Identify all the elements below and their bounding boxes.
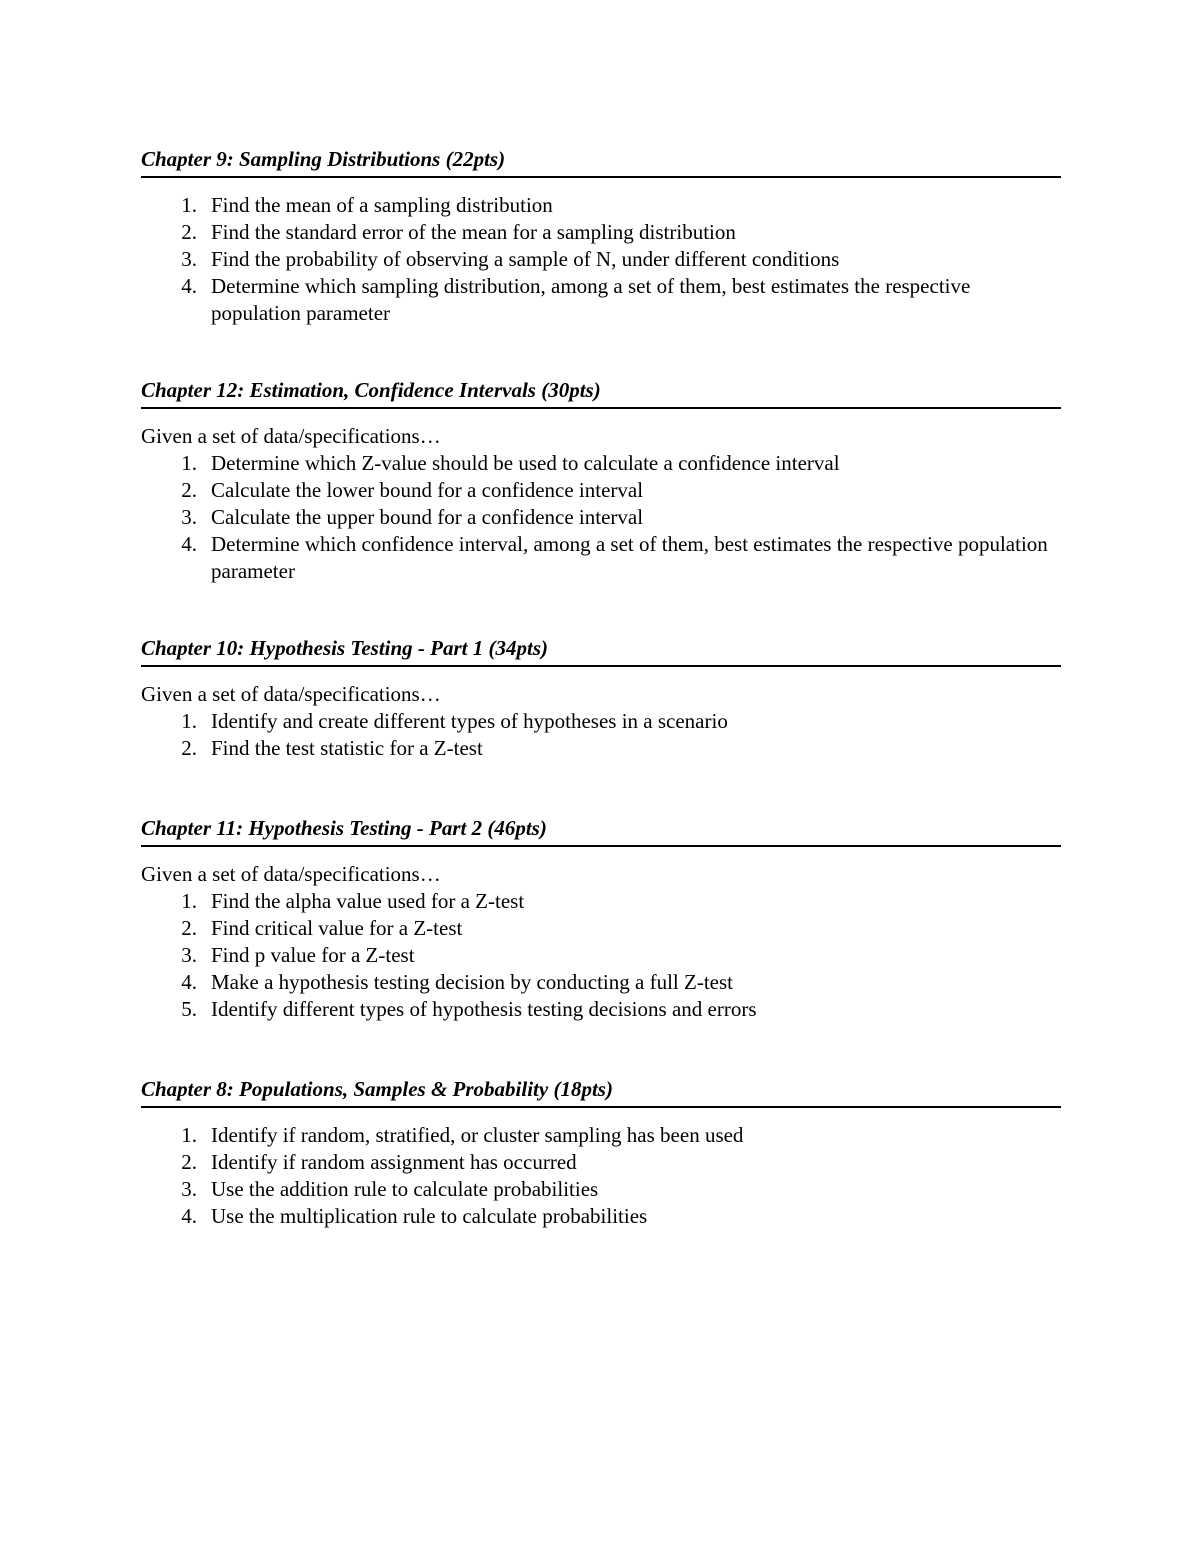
item-number: 3. <box>181 505 197 529</box>
list-item <box>141 531 1061 585</box>
item-text: Identify if random assignment has occurred <box>211 1150 577 1174</box>
item-text: Calculate the upper bound for a confidence interval <box>211 505 644 529</box>
item-number: 2. <box>181 1150 197 1174</box>
list-item <box>141 1203 1061 1230</box>
objective-list <box>141 1122 1061 1230</box>
item-text: Determine which sampling distribution, among a set of them, best estimates the respective population parameter <box>211 274 971 325</box>
item-number: 1. <box>181 193 197 217</box>
list-item <box>141 192 1061 219</box>
item-text: Determine which confidence interval, among a set of them, best estimates the respective population parameter <box>211 532 1048 583</box>
item-text: Find the mean of a sampling distribution <box>211 193 553 217</box>
item-text: Identify different types of hypothesis testing decisions and errors <box>211 997 757 1021</box>
item-number: 4. <box>181 970 197 994</box>
list-item <box>141 888 1061 915</box>
section-heading: Chapter 11: Hypothesis Testing - Part 2 (46pts) <box>141 814 1061 847</box>
item-text: Find critical value for a Z-test <box>211 916 463 940</box>
list-item <box>141 996 1061 1023</box>
list-item <box>141 942 1061 969</box>
list-item <box>141 477 1061 504</box>
item-number: 1. <box>181 889 197 913</box>
section-chapter-12 <box>141 376 1061 585</box>
section-intro: Given a set of data/specifications… <box>141 682 441 706</box>
item-number: 2. <box>181 478 197 502</box>
item-number: 1. <box>181 451 197 475</box>
section-chapter-11 <box>141 814 1061 1023</box>
list-item <box>141 273 1061 327</box>
item-number: 1. <box>181 1123 197 1147</box>
item-number: 4. <box>181 532 197 556</box>
list-item <box>141 969 1061 996</box>
document-page <box>141 145 1061 1230</box>
list-item <box>141 915 1061 942</box>
item-text: Identify and create different types of hypotheses in a scenario <box>211 709 728 733</box>
list-item <box>141 1149 1061 1176</box>
item-text: Make a hypothesis testing decision by conducting a full Z-test <box>211 970 733 994</box>
item-number: 2. <box>181 220 197 244</box>
section-intro: Given a set of data/specifications… <box>141 424 441 448</box>
item-number: 4. <box>181 274 197 298</box>
item-text: Use the multiplication rule to calculate probabilities <box>211 1204 648 1228</box>
item-number: 3. <box>181 943 197 967</box>
section-chapter-9 <box>141 145 1061 327</box>
list-item <box>141 735 1061 762</box>
list-item <box>141 708 1061 735</box>
item-number: 1. <box>181 709 197 733</box>
item-text: Find the alpha value used for a Z-test <box>211 889 525 913</box>
item-text: Determine which Z-value should be used to calculate a confidence interval <box>211 451 840 475</box>
item-text: Calculate the lower bound for a confidence interval <box>211 478 644 502</box>
item-text: Find the test statistic for a Z-test <box>211 736 483 760</box>
section-heading: Chapter 9: Sampling Distributions (22pts) <box>141 145 1061 178</box>
section-heading: Chapter 10: Hypothesis Testing - Part 1 (34pts) <box>141 634 1061 667</box>
objective-list <box>141 708 1061 762</box>
item-number: 2. <box>181 736 197 760</box>
item-number: 3. <box>181 1177 197 1201</box>
item-text: Find p value for a Z-test <box>211 943 415 967</box>
section-chapter-10 <box>141 634 1061 762</box>
item-text: Use the addition rule to calculate probabilities <box>211 1177 599 1201</box>
section-intro: Given a set of data/specifications… <box>141 862 441 886</box>
section-heading: Chapter 12: Estimation, Confidence Intervals (30pts) <box>141 376 1061 409</box>
item-text: Find the standard error of the mean for a sampling distribution <box>211 220 736 244</box>
objective-list <box>141 450 1061 585</box>
item-text: Find the probability of observing a sample of N, under different conditions <box>211 247 840 271</box>
item-number: 4. <box>181 1204 197 1228</box>
list-item <box>141 219 1061 246</box>
list-item <box>141 1176 1061 1203</box>
objective-list <box>141 192 1061 327</box>
item-text: Identify if random, stratified, or cluster sampling has been used <box>211 1123 744 1147</box>
section-chapter-8 <box>141 1075 1061 1230</box>
list-item <box>141 1122 1061 1149</box>
objective-list <box>141 888 1061 1023</box>
list-item <box>141 504 1061 531</box>
item-number: 2. <box>181 916 197 940</box>
list-item <box>141 450 1061 477</box>
item-number: 5. <box>181 997 197 1021</box>
section-heading: Chapter 8: Populations, Samples & Probability (18pts) <box>141 1075 1061 1108</box>
item-number: 3. <box>181 247 197 271</box>
list-item <box>141 246 1061 273</box>
